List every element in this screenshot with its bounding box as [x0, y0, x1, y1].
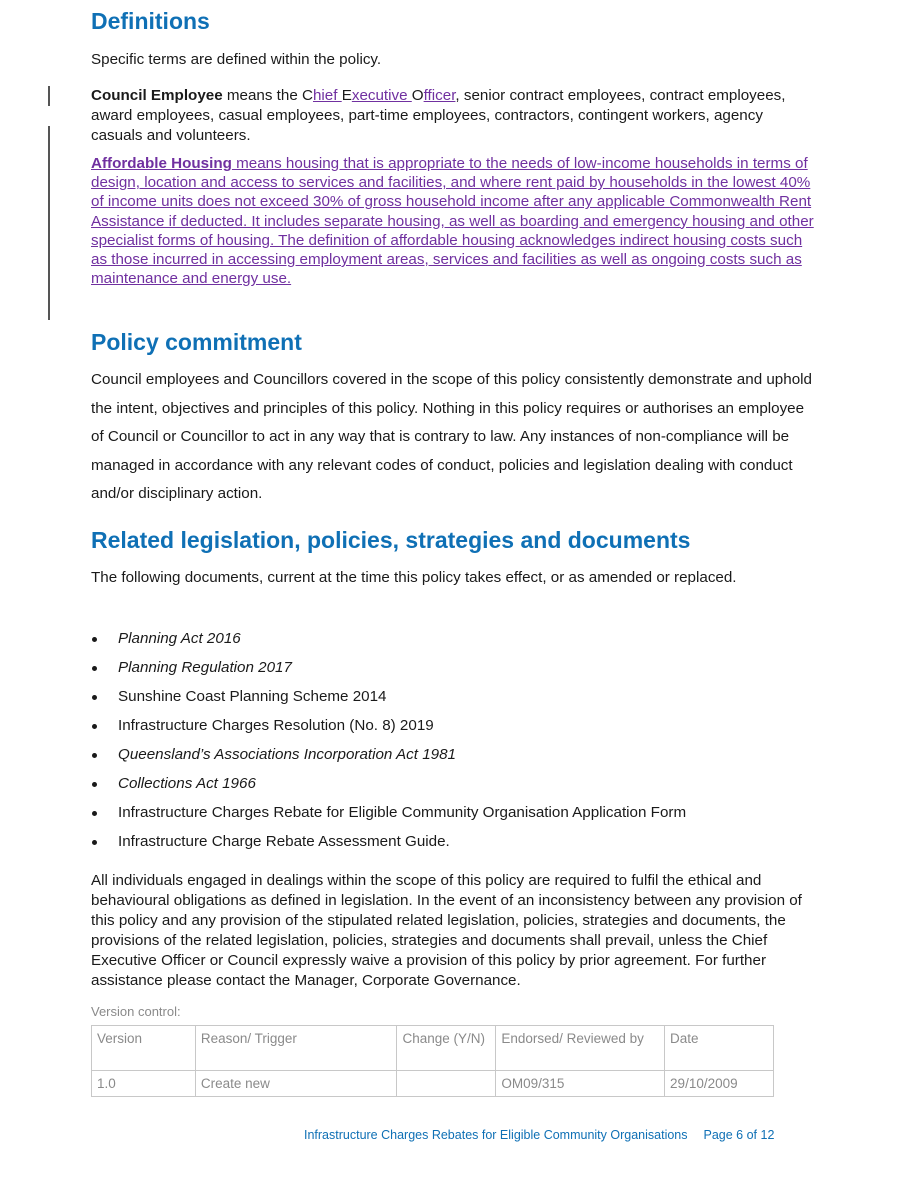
cell-version: 1.0: [92, 1071, 196, 1097]
footer-title: Infrastructure Charges Rebates for Eligible Community Organisations: [304, 1128, 688, 1142]
version-control-label: Version control:: [91, 1004, 181, 1019]
change-bar: [48, 86, 50, 106]
list-item: Sunshine Coast Planning Scheme 2014: [91, 685, 816, 714]
table-row: [92, 1071, 774, 1097]
page-footer: [304, 1128, 774, 1142]
header-reason: Reason/ Trigger: [195, 1026, 397, 1071]
list-item: Collections Act 1966: [91, 772, 816, 801]
related-intro: The following documents, current at the time this policy takes effect, or as amended or replaced.: [91, 569, 737, 586]
definitions-heading: Definitions: [91, 8, 210, 34]
list-item: Queensland’s Associations Incorporation Act 1981: [91, 743, 816, 772]
related-heading: Related legislation, policies, strategies and documents: [91, 527, 691, 553]
affordable-housing-term: Affordable Housing: [91, 155, 232, 172]
related-documents-list: [91, 627, 816, 859]
list-item: Infrastructure Charges Rebate for Eligible Community Organisation Application Form: [91, 801, 816, 830]
cell-change: [397, 1071, 496, 1097]
council-employee-definition: Council Employee means the Chief Executive Officer, senior contract employees, contract employees, award employees, casual employees, part-time employees, contractors, contingent workers, agency casuals and volunteers.: [91, 87, 786, 144]
change-bar: [48, 126, 50, 320]
list-item: Planning Act 2016: [91, 627, 816, 656]
policy-commitment-heading: Policy commitment: [91, 329, 302, 355]
cell-endorsed: OM09/315: [496, 1071, 665, 1097]
list-item: Planning Regulation 2017: [91, 656, 816, 685]
policy-commitment-text: Council employees and Councillors covered in the scope of this policy consistently demonstrate and uphold the intent, objectives and principles of this policy. Nothing in this policy requires or authorises an employee of Council or Councillor to act in any way that is contrary to law. Any instances of non-compliance will be managed in accordance with any relevant codes of conduct, policies and legislation dealing with conduct and/or disciplinary action.: [91, 371, 812, 502]
affordable-housing-definition: Affordable Housing means housing that is appropriate to the needs of low-income households in terms of design, location and access to services and facilities, and where rent paid by households in the lowest 40% of income units does not exceed 30% of gross household income after any applicable Commonwealth Rent Assistance if deducted. It includes separate housing, as well as boarding and emergency housing and other specialist forms of housing. The definition of affordable housing acknowledges indirect housing costs such as those incurred in accessing employment areas, services and facilities as well as ongoing costs such as maintenance and energy use.: [91, 155, 814, 288]
header-date: Date: [665, 1026, 774, 1071]
council-employee-term: Council Employee: [91, 87, 223, 104]
header-version: Version: [92, 1026, 196, 1071]
header-endorsed: Endorsed/ Reviewed by: [496, 1026, 665, 1071]
page-number: Page 6 of 12: [703, 1128, 775, 1142]
version-control-table: [91, 1025, 774, 1097]
cell-date: 29/10/2009: [665, 1071, 774, 1097]
cell-reason: Create new: [195, 1071, 397, 1097]
list-item: Infrastructure Charges Resolution (No. 8) 2019: [91, 714, 816, 743]
table-header-row: [92, 1026, 774, 1071]
header-change: Change (Y/N): [397, 1026, 496, 1071]
related-closing: All individuals engaged in dealings within the scope of this policy are required to fulfil the ethical and behavioural obligations as defined in legislation. In the event of an inconsistency between any provision of this policy and any provision of the stipulated related legislation, policies, strategies and documents, the provisions of the related legislation, policies, strategies and documents shall prevail, unless the Chief Executive Officer or Council expressly waive a provision of this policy by prior agreement. For further assistance please contact the Manager, Corporate Governance.: [91, 872, 802, 989]
definitions-intro: Specific terms are defined within the policy.: [91, 51, 382, 68]
list-item: Infrastructure Charge Rebate Assessment Guide.: [91, 830, 816, 859]
